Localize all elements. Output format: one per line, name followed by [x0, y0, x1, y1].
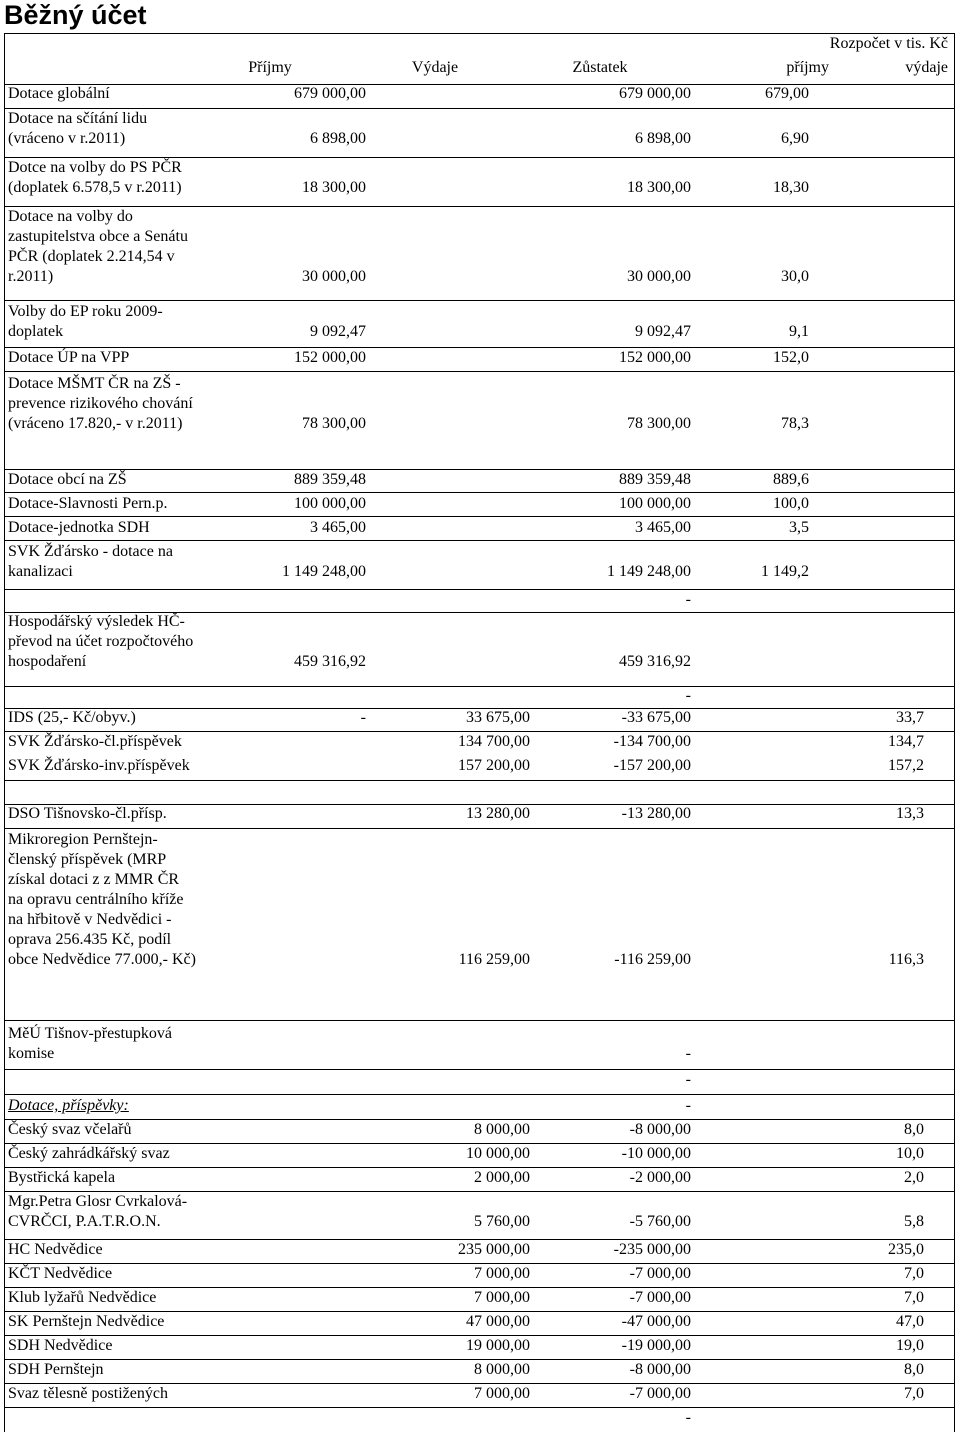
- row-label: prevence rizikového chování: [8, 395, 193, 412]
- header-vydaje: Výdaje: [411, 59, 459, 76]
- row-separator: [4, 686, 955, 687]
- cell-zustatek: 1 149 248,00: [607, 563, 691, 580]
- cell-zustatek: 889 359,48: [619, 471, 691, 488]
- row-label: SVK Žďársko - dotace na: [8, 543, 173, 560]
- cell-vydaje: 8 000,00: [474, 1361, 530, 1378]
- cell-vydaje: 157 200,00: [458, 757, 530, 774]
- cell-zustatek: -5 760,00: [629, 1213, 691, 1230]
- row-separator: [4, 347, 955, 348]
- row-label: Dotace MŠMT ČR na ZŠ -: [8, 375, 181, 392]
- row-label: DSO Tišnovsko-čl.přísp.: [8, 805, 167, 822]
- row-label: doplatek: [8, 323, 64, 340]
- cell-tis-vydaje: 13,3: [896, 805, 924, 822]
- header-prijmy: Příjmy: [248, 59, 292, 76]
- cell-zustatek: -134 700,00: [613, 733, 691, 750]
- row-label: na hřbitově v Nedvědici -: [8, 911, 172, 928]
- row-separator: [4, 206, 955, 207]
- row-label: MěÚ Tišnov-přestupková: [8, 1025, 173, 1042]
- row-separator: [4, 469, 955, 470]
- cell-vydaje: 33 675,00: [466, 709, 530, 726]
- cell-tis-vydaje: 10,0: [896, 1145, 924, 1162]
- row-label: Mgr.Petra Glosr Cvrkalová-: [8, 1193, 188, 1210]
- cell-tis-vydaje: 8,0: [904, 1121, 924, 1138]
- row-label: obce Nedvědice 77.000,- Kč): [8, 951, 196, 968]
- header-tis-prijmy: příjmy: [786, 59, 829, 76]
- row-separator: [4, 492, 955, 493]
- row-label: Dotace na volby do: [8, 208, 133, 225]
- row-label: Bystřická kapela: [8, 1169, 116, 1186]
- cell-prijmy: 100 000,00: [294, 495, 366, 512]
- row-label: Volby do EP roku 2009-: [8, 303, 163, 320]
- cell-prijmy: 889 359,48: [294, 471, 366, 488]
- cell-vydaje: 7 000,00: [474, 1265, 530, 1282]
- cell-vydaje: 134 700,00: [458, 733, 530, 750]
- cell-tis-vydaje: 157,2: [888, 757, 924, 774]
- cell-zustatek: 30 000,00: [627, 268, 691, 285]
- cell-vydaje: 47 000,00: [466, 1313, 530, 1330]
- row-label: Dotace-jednotka SDH: [8, 519, 150, 536]
- row-label: na opravu centrálního kříže: [8, 891, 184, 908]
- cell-zustatek: -13 280,00: [621, 805, 691, 822]
- row-label: IDS (25,- Kč/obyv.): [8, 709, 136, 726]
- row-label: (vráceno v r.2011): [8, 130, 126, 147]
- cell-vydaje: 5 760,00: [474, 1213, 530, 1230]
- cell-zustatek: 679 000,00: [619, 85, 691, 102]
- row-label: Dotace obcí na ZŠ: [8, 471, 127, 488]
- row-label: oprava 256.435 Kč, podíl: [8, 931, 172, 948]
- cell-vydaje: 8 000,00: [474, 1121, 530, 1138]
- cell-tis-vydaje: 2,0: [904, 1169, 924, 1186]
- cell-tis-prijmy: 78,3: [781, 415, 809, 432]
- row-separator: [4, 540, 955, 541]
- row-separator: [4, 84, 955, 85]
- cell-tis-prijmy: 6,90: [781, 130, 809, 147]
- cell-zustatek: -7 000,00: [629, 1385, 691, 1402]
- row-label: členský příspěvek (MRP: [8, 851, 167, 868]
- row-label: Svaz tělesně postižených: [8, 1385, 168, 1402]
- cell-prijmy: 30 000,00: [302, 268, 366, 285]
- cell-vydaje: 10 000,00: [466, 1145, 530, 1162]
- cell-prijmy: 18 300,00: [302, 179, 366, 196]
- cell-tis-vydaje: 19,0: [896, 1337, 924, 1354]
- row-label: Český zahrádkářský svaz: [8, 1145, 170, 1162]
- cell-tis-prijmy: 679,00: [765, 85, 809, 102]
- row-label: zastupitelstva obce a Senátu: [8, 228, 188, 245]
- row-label: (doplatek 6.578,5 v r.2011): [8, 179, 182, 196]
- row-label: Dotace-Slavnosti Pern.p.: [8, 495, 168, 512]
- cell-prijmy: 679 000,00: [294, 85, 366, 102]
- row-separator: [4, 1407, 955, 1408]
- row-separator: [4, 1020, 955, 1021]
- cell-tis-prijmy: 18,30: [773, 179, 809, 196]
- row-label: hospodaření: [8, 653, 87, 670]
- cell-tis-prijmy: 1 149,2: [761, 563, 809, 580]
- cell-zustatek: 3 465,00: [635, 519, 691, 536]
- cell-vydaje: 13 280,00: [466, 805, 530, 822]
- row-label: SK Pernštejn Nedvědice: [8, 1313, 165, 1330]
- row-separator: [4, 371, 955, 372]
- cell-zustatek: 9 092,47: [635, 323, 691, 340]
- row-label: SVK Žďársko-inv.příspěvek: [8, 757, 190, 774]
- header-zustatek: Zůstatek: [572, 59, 628, 76]
- cell-zustatek: -: [685, 1045, 691, 1062]
- row-label: CVRČCI, P.A.T.R.O.N.: [8, 1213, 161, 1230]
- cell-zustatek: -: [685, 1409, 691, 1426]
- cell-zustatek: 152 000,00: [619, 349, 691, 366]
- row-label: HC Nedvědice: [8, 1241, 103, 1258]
- cell-zustatek: -33 675,00: [621, 709, 691, 726]
- cell-tis-prijmy: 3,5: [789, 519, 809, 536]
- row-label: Klub lyžařů Nedvědice: [8, 1289, 157, 1306]
- cell-prijmy: 459 316,92: [294, 653, 366, 670]
- row-label: Dotace na sčítání lidu: [8, 110, 148, 127]
- cell-tis-vydaje: 235,0: [888, 1241, 924, 1258]
- cell-prijmy: 3 465,00: [310, 519, 366, 536]
- cell-vydaje: 7 000,00: [474, 1385, 530, 1402]
- cell-zustatek: -8 000,00: [629, 1121, 691, 1138]
- cell-prijmy: -: [360, 709, 366, 726]
- cell-prijmy: 1 149 248,00: [282, 563, 366, 580]
- cell-zustatek: 18 300,00: [627, 179, 691, 196]
- cell-zustatek: -7 000,00: [629, 1289, 691, 1306]
- cell-vydaje: 7 000,00: [474, 1289, 530, 1306]
- row-separator: [4, 828, 955, 829]
- row-label: získal dotaci z z MMR ČR: [8, 871, 180, 888]
- budget-note: Rozpočet v tis. Kč: [829, 35, 948, 52]
- cell-tis-prijmy: 30,0: [781, 268, 809, 285]
- row-label: Dotace ÚP na VPP: [8, 349, 130, 366]
- row-label: komise: [8, 1045, 55, 1062]
- cell-tis-prijmy: 152,0: [773, 349, 809, 366]
- row-label: PČR (doplatek 2.214,54 v: [8, 248, 175, 265]
- row-label: Český svaz včelařů: [8, 1121, 132, 1138]
- cell-zustatek: -116 259,00: [614, 951, 691, 968]
- cell-zustatek: -: [685, 687, 691, 704]
- cell-tis-vydaje: 8,0: [904, 1361, 924, 1378]
- header-tis-vydaje: výdaje: [905, 59, 948, 76]
- cell-zustatek: -: [685, 1097, 691, 1114]
- row-label: Dotace, příspěvky:: [8, 1097, 129, 1114]
- cell-prijmy: 78 300,00: [302, 415, 366, 432]
- cell-tis-vydaje: 5,8: [904, 1213, 924, 1230]
- cell-tis-prijmy: 9,1: [789, 323, 809, 340]
- cell-zustatek: -7 000,00: [629, 1265, 691, 1282]
- row-separator: [4, 589, 955, 590]
- row-separator: [4, 1069, 955, 1070]
- cell-vydaje: 116 259,00: [458, 951, 530, 968]
- cell-tis-vydaje: 7,0: [904, 1385, 924, 1402]
- row-label: SDH Nedvědice: [8, 1337, 113, 1354]
- cell-zustatek: -: [685, 1071, 691, 1088]
- row-separator: [4, 516, 955, 517]
- row-label: SDH Pernštejn: [8, 1361, 104, 1378]
- cell-zustatek: -2 000,00: [629, 1169, 691, 1186]
- cell-vydaje: 2 000,00: [474, 1169, 530, 1186]
- row-label: (vráceno 17.820,- v r.2011): [8, 415, 183, 432]
- row-label: KČT Nedvědice: [8, 1265, 113, 1282]
- row-label: převod na účet rozpočtového: [8, 633, 194, 650]
- cell-zustatek: -: [685, 591, 691, 608]
- cell-tis-prijmy: 889,6: [773, 471, 809, 488]
- cell-tis-vydaje: 116,3: [888, 951, 924, 968]
- cell-tis-vydaje: 33,7: [896, 709, 924, 726]
- cell-zustatek: -19 000,00: [621, 1337, 691, 1354]
- cell-zustatek: -10 000,00: [621, 1145, 691, 1162]
- cell-tis-prijmy: 100,0: [773, 495, 809, 512]
- row-separator: [4, 300, 955, 301]
- row-separator: [4, 780, 955, 781]
- cell-vydaje: 19 000,00: [466, 1337, 530, 1354]
- cell-tis-vydaje: 7,0: [904, 1289, 924, 1306]
- cell-vydaje: 235 000,00: [458, 1241, 530, 1258]
- cell-zustatek: -8 000,00: [629, 1361, 691, 1378]
- row-label: Mikroregion Pernštejn-: [8, 831, 158, 848]
- page-title: Běžný účet: [4, 0, 147, 30]
- cell-tis-vydaje: 47,0: [896, 1313, 924, 1330]
- row-label: Dotace globální: [8, 85, 110, 102]
- row-label: SVK Žďársko-čl.příspěvek: [8, 733, 182, 750]
- cell-zustatek: 459 316,92: [619, 653, 691, 670]
- cell-zustatek: -157 200,00: [613, 757, 691, 774]
- cell-zustatek: 100 000,00: [619, 495, 691, 512]
- row-label: r.2011): [8, 268, 54, 285]
- cell-zustatek: -47 000,00: [621, 1313, 691, 1330]
- cell-prijmy: 6 898,00: [310, 130, 366, 147]
- cell-prijmy: 152 000,00: [294, 349, 366, 366]
- row-label: Dotce na volby do PS PČR: [8, 159, 182, 176]
- cell-tis-vydaje: 134,7: [888, 733, 924, 750]
- cell-zustatek: 78 300,00: [627, 415, 691, 432]
- cell-zustatek: 6 898,00: [635, 130, 691, 147]
- row-label: kanalizaci: [8, 563, 73, 580]
- row-separator: [4, 1094, 955, 1095]
- row-label: Hospodářský výsledek HČ-: [8, 613, 185, 630]
- cell-zustatek: -235 000,00: [613, 1241, 691, 1258]
- cell-tis-vydaje: 7,0: [904, 1265, 924, 1282]
- cell-prijmy: 9 092,47: [310, 323, 366, 340]
